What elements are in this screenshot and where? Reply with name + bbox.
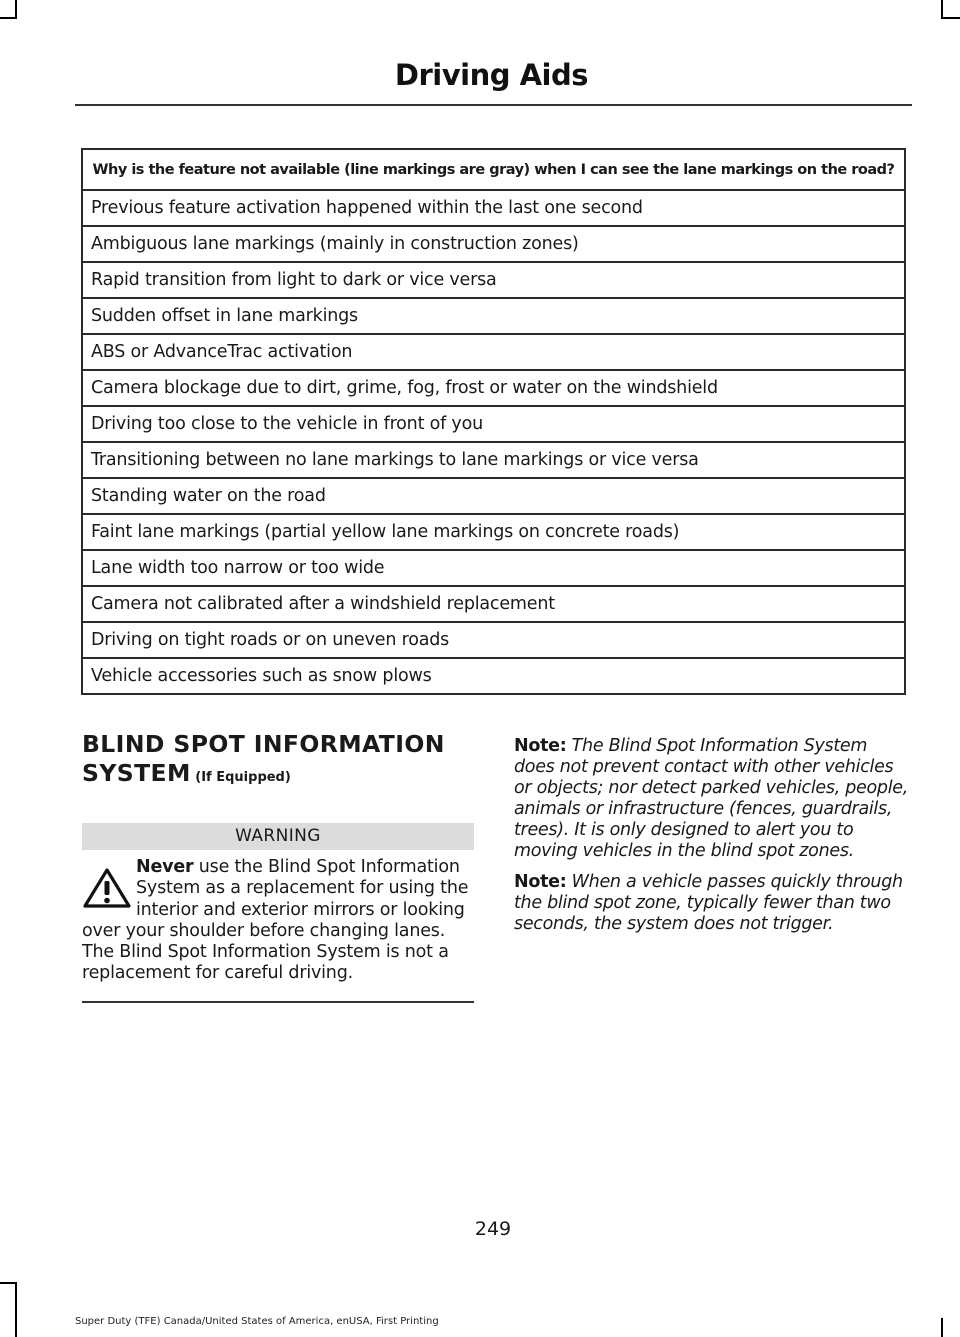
crop-mark (0, 1282, 17, 1284)
note-text: When a vehicle passes quickly through the blind spot zone, typically fewer than two seconds, the system does not trigger. (514, 872, 903, 934)
section-title-suffix: (If Equipped) (190, 770, 291, 785)
note-label: Note: (514, 872, 567, 892)
warning-rule (82, 1001, 474, 1003)
table-row: Driving on tight roads or on uneven roads (82, 622, 905, 658)
crop-mark (941, 0, 943, 18)
crop-mark (0, 17, 17, 19)
note-text: The Blind Spot Information System does not prevent contact with other vehicles or objects; nor detect parked vehicles, people, animals or infrastructure (fences, guardrails, trees). It is only designed to alert you to moving vehicles in the blind spot zones. (514, 736, 909, 861)
section-title (82, 730, 474, 792)
note-paragraph (514, 872, 909, 935)
table-row: Sudden offset in lane markings (82, 298, 905, 334)
warning-body (82, 857, 474, 985)
page-number: 249 (474, 1218, 512, 1240)
note-paragraph (514, 736, 909, 862)
crop-mark (15, 1282, 17, 1337)
table-row: Lane width too narrow or too wide (82, 550, 905, 586)
table-row: Vehicle accessories such as snow plows (82, 658, 905, 694)
right-column (514, 736, 909, 945)
table-row: Standing water on the road (82, 478, 905, 514)
warning-triangle-icon (82, 867, 132, 909)
table-row: Ambiguous lane markings (mainly in construction zones) (82, 226, 905, 262)
note-label: Note: (514, 736, 567, 756)
section-title-line2: SYSTEM (82, 759, 191, 787)
page-header-title: Driving Aids (394, 58, 588, 92)
crop-mark (941, 1318, 943, 1337)
warning-text: use the Blind Spot Information System as a replacement for using the interior and exterior mirrors or looking over your shoulder before changing lanes. The Blind Spot Information System is not a replacement for careful driving. (82, 857, 469, 984)
section-title-line1: BLIND SPOT INFORMATION (82, 730, 445, 758)
warning-lead: Never (136, 857, 194, 877)
table-row: Camera blockage due to dirt, grime, fog, frost or water on the windshield (82, 370, 905, 406)
table-row: Driving too close to the vehicle in front of you (82, 406, 905, 442)
crop-mark (15, 0, 17, 18)
footer-text: Super Duty (TFE) Canada/United States of America, enUSA, First Printing (75, 1316, 439, 1327)
lane-markings-table (81, 148, 906, 695)
header-rule (75, 104, 912, 106)
left-column (82, 730, 474, 1003)
warning-label: WARNING (82, 823, 474, 850)
table-row: Previous feature activation happened within the last one second (82, 190, 905, 226)
table-row: ABS or AdvanceTrac activation (82, 334, 905, 370)
table-heading: Why is the feature not available (line markings are gray) when I can see the lane markings on the road? (82, 149, 905, 190)
crop-mark (941, 17, 960, 19)
table-row: Faint lane markings (partial yellow lane markings on concrete roads) (82, 514, 905, 550)
table-row: Transitioning between no lane markings to lane markings or vice versa (82, 442, 905, 478)
table-row: Camera not calibrated after a windshield replacement (82, 586, 905, 622)
table-row: Rapid transition from light to dark or vice versa (82, 262, 905, 298)
